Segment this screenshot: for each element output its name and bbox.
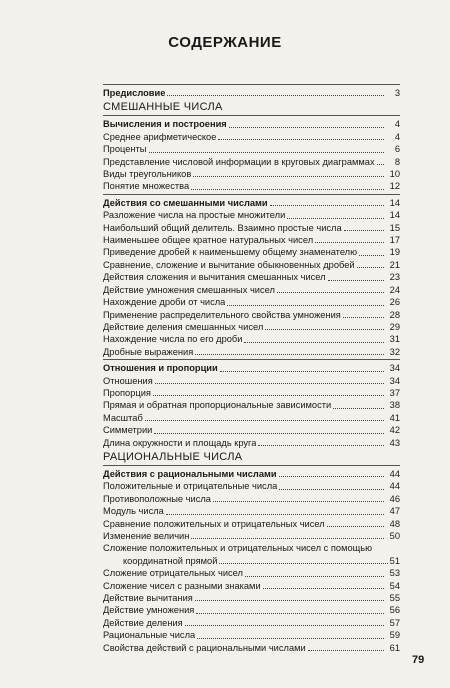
dot-leader — [229, 127, 384, 128]
dot-leader — [153, 395, 384, 396]
toc-entry[interactable] — [103, 296, 400, 308]
dot-leader — [308, 650, 384, 651]
toc-entry-page: 15 — [389, 222, 400, 233]
toc-entry-label: Понятие множества — [103, 181, 190, 192]
toc-entry-page: 19 — [389, 247, 400, 258]
toc-entry[interactable] — [103, 424, 400, 436]
dot-leader — [218, 139, 384, 140]
toc-group — [103, 194, 400, 358]
section-heading: СМЕШАННЫЕ ЧИСЛА — [103, 101, 223, 114]
toc-entry-page: 44 — [389, 468, 400, 479]
toc-entry-page: 53 — [389, 568, 400, 579]
toc-entry-label: Действие умножения смешанных чисел — [103, 284, 275, 295]
dot-leader — [287, 218, 384, 219]
toc-entry-page: 59 — [389, 630, 400, 641]
toc-entry-page: 47 — [389, 506, 400, 517]
toc-entry[interactable] — [103, 592, 400, 604]
toc-entry-page: 43 — [389, 437, 400, 448]
toc-entry-page: 34 — [389, 375, 400, 386]
toc-entry-page: 55 — [389, 593, 400, 604]
toc-entry-line2 — [103, 555, 400, 567]
toc-entry-page: 6 — [394, 144, 400, 155]
toc-entry-page: 42 — [389, 425, 400, 436]
toc-entry-label: Сложение отрицательных чисел — [103, 568, 243, 579]
toc-entry-page: 14 — [389, 210, 400, 221]
dot-leader — [145, 420, 384, 421]
toc-entry[interactable] — [103, 399, 400, 411]
toc-entry-page: 34 — [389, 363, 400, 374]
toc-entry-label: Действие умножения — [103, 605, 195, 616]
toc-entry-label: Модуль числа — [103, 506, 164, 517]
dot-leader — [167, 95, 384, 96]
toc-entry-page: 44 — [389, 481, 400, 492]
toc-entry-label: Положительные и отрицательные числа — [103, 481, 278, 492]
dot-leader — [344, 230, 384, 231]
toc-entry-label: Наибольший общий делитель. Взаимно простые числа — [103, 222, 342, 233]
toc-entry[interactable] — [103, 617, 400, 629]
dot-leader — [277, 292, 384, 293]
toc-entry-label: Дробные выражения — [103, 346, 194, 357]
toc-entry-page: 37 — [389, 387, 400, 398]
dot-leader — [195, 354, 384, 355]
toc-entry[interactable] — [103, 156, 400, 168]
toc-entry-label: Наименьшее общее кратное натуральных чисел — [103, 235, 314, 246]
toc-entry-label: Пропорция — [103, 387, 151, 398]
toc-entry-label-line2: координатной прямой — [123, 555, 218, 566]
dot-leader — [359, 255, 384, 256]
toc-group-title[interactable] — [103, 362, 400, 374]
toc-entry-label: Нахождение числа по его дроби — [103, 334, 243, 345]
toc-entry-page: 10 — [389, 169, 400, 180]
dot-leader — [244, 342, 384, 343]
toc-entry-label: Прямая и обратная пропорциональные зависимости — [103, 400, 332, 411]
toc-entry-page: 41 — [389, 412, 400, 423]
toc-group — [103, 359, 400, 449]
toc-entry-label: Изменение величин — [103, 531, 190, 541]
dot-leader — [328, 280, 384, 281]
toc-entry[interactable] — [103, 246, 400, 258]
toc-entry-page: 23 — [389, 272, 400, 283]
toc-entry-label: Приведение дробей к наименьшему общему знаменателю — [103, 247, 358, 258]
dot-leader — [155, 383, 384, 384]
toc-entry[interactable] — [103, 518, 400, 530]
toc-entry[interactable] — [103, 168, 400, 180]
dot-leader — [327, 526, 384, 527]
toc-entry-label: Действие вычитания — [103, 593, 193, 604]
toc-entry[interactable] — [103, 271, 400, 283]
toc-entry[interactable] — [103, 321, 400, 333]
toc-entry-label: Вычисления и построения — [103, 119, 227, 130]
toc-entry[interactable] — [103, 480, 400, 492]
table-of-contents — [103, 84, 400, 655]
toc-entry-page: 21 — [389, 259, 400, 270]
toc-entry-label: Нахождение дроби от числа — [103, 297, 226, 308]
dot-leader — [196, 613, 384, 614]
dot-leader — [191, 189, 384, 190]
dot-leader — [166, 514, 384, 515]
toc-entry-label: Отношения — [103, 375, 153, 386]
toc-entry-label: Виды треугольников — [103, 169, 192, 180]
toc-entry-label: Рациональные числа — [103, 630, 196, 641]
toc-entry[interactable] — [103, 222, 400, 234]
toc-entry-page: 32 — [389, 346, 400, 357]
toc-entry-page: 3 — [394, 88, 400, 98]
toc-entry-page: 28 — [389, 309, 400, 320]
toc-entry[interactable] — [103, 530, 400, 542]
toc-entry-label: Сравнение положительных и отрицательных чисел — [103, 518, 325, 529]
dot-leader — [357, 267, 384, 268]
toc-entry[interactable] — [103, 629, 400, 641]
dot-leader — [213, 501, 384, 502]
toc-entry-page: 54 — [389, 580, 400, 591]
toc-entry-page: 17 — [389, 235, 400, 246]
toc-entry[interactable] — [103, 346, 400, 358]
dot-leader — [333, 408, 384, 409]
toc-group-title[interactable] — [103, 468, 400, 480]
page-number: 79 — [412, 654, 425, 666]
toc-entry-page: 24 — [389, 284, 400, 295]
toc-entry-label: Сравнение, сложение и вычитание обыкновенных дробей — [103, 259, 355, 270]
toc-entry[interactable] — [103, 259, 400, 271]
dot-leader — [195, 600, 384, 601]
dot-leader — [258, 445, 384, 446]
toc-entry-label: Действия со смешанными числами — [103, 197, 268, 208]
toc-entry[interactable] — [103, 209, 400, 221]
toc-entry[interactable] — [103, 180, 400, 192]
toc-group-title[interactable] — [103, 197, 400, 209]
toc-entry-label: Сложение чисел с разными знаками — [103, 580, 261, 591]
toc-entry-page: 61 — [389, 642, 400, 653]
toc-entry-label: Длина окружности и площадь круга — [103, 437, 257, 448]
toc-group-title[interactable] — [103, 118, 400, 130]
dot-leader — [193, 176, 384, 177]
dot-leader — [185, 625, 384, 626]
dot-leader — [263, 588, 384, 589]
toc-entry-page: 51 — [389, 555, 400, 566]
dot-leader — [245, 576, 384, 577]
dot-leader — [279, 476, 384, 477]
toc-entry-page: 50 — [389, 531, 400, 541]
dot-leader — [377, 164, 384, 165]
toc-entry[interactable] — [103, 131, 400, 143]
dot-leader — [149, 152, 385, 153]
toc-entry-page: 4 — [394, 119, 400, 130]
page-title: СОДЕРЖАНИЕ — [168, 34, 282, 51]
toc-entry-label: Среднее арифметическое — [103, 131, 217, 142]
toc-entry-preface[interactable] — [103, 87, 400, 99]
toc-entry-page: 14 — [389, 197, 400, 208]
toc-entry-label: Действие деления смешанных чисел — [103, 321, 264, 332]
toc-entry[interactable] — [103, 387, 400, 399]
toc-entry-label-line1: Сложение положительных и отрицательных чисел с помощью — [103, 543, 373, 554]
toc-entry[interactable] — [103, 437, 400, 449]
dot-leader — [227, 305, 384, 306]
section-heading: РАЦИОНАЛЬНЫЕ ЧИСЛА — [103, 450, 243, 463]
toc-entry-page: 57 — [389, 617, 400, 628]
toc-entry-label: Применение распределительного свойства умножения — [103, 309, 341, 320]
toc-entry-page: 38 — [389, 400, 400, 411]
toc-entry[interactable] — [103, 505, 400, 517]
toc-entry-page: 31 — [389, 334, 400, 345]
dot-leader — [191, 538, 384, 539]
dot-leader — [279, 489, 384, 490]
toc-entry[interactable] — [103, 493, 400, 505]
toc-entry-page: 56 — [389, 605, 400, 616]
dot-leader — [219, 563, 387, 564]
toc-entry-page: 12 — [389, 181, 400, 192]
toc-entry-page: 8 — [394, 156, 400, 167]
toc-entry-label: Разложение числа на простые множители — [103, 210, 286, 221]
toc-entry-label: Действия с рациональными числами — [103, 468, 277, 479]
toc-entry-label: Действия сложения и вычитания смешанных чисел — [103, 272, 326, 283]
dot-leader — [197, 638, 384, 639]
toc-entry-page: 48 — [389, 518, 400, 529]
preface-block — [103, 84, 400, 99]
toc-entry-label: Предисловие — [103, 88, 166, 98]
toc-entry[interactable] — [103, 234, 400, 246]
toc-entry-multiline[interactable] — [103, 542, 400, 567]
toc-entry[interactable] — [103, 309, 400, 321]
toc-entry[interactable] — [103, 412, 400, 424]
toc-entry-page: 26 — [389, 297, 400, 308]
toc-entry-label: Симметрии — [103, 425, 153, 436]
toc-group — [103, 115, 400, 192]
toc-entry-label: Противоположные числа — [103, 493, 211, 504]
dot-leader — [220, 371, 384, 372]
toc-entry-label: Представление числовой информации в круговых диаграммах — [103, 156, 375, 167]
dot-leader — [343, 317, 384, 318]
toc-entry[interactable] — [103, 284, 400, 296]
toc-entry-label: Действие деления — [103, 617, 183, 628]
toc-entry-label: Масштаб — [103, 412, 143, 423]
toc-entry-page: 29 — [389, 321, 400, 332]
toc-entry-label: Проценты — [103, 144, 147, 155]
toc-entry-label: Свойства действий с рациональными числами — [103, 642, 306, 653]
dot-leader — [315, 242, 384, 243]
toc-entry[interactable] — [103, 333, 400, 345]
toc-entry-page: 4 — [394, 131, 400, 142]
toc-group — [103, 465, 400, 654]
toc-entry[interactable] — [103, 642, 400, 654]
dot-leader — [265, 329, 384, 330]
toc-entry[interactable] — [103, 567, 400, 579]
dot-leader — [270, 205, 384, 206]
toc-entry[interactable] — [103, 580, 400, 592]
toc-entry[interactable] — [103, 143, 400, 155]
toc-entry[interactable] — [103, 604, 400, 616]
dot-leader — [154, 433, 384, 434]
toc-entry[interactable] — [103, 375, 400, 387]
toc-entry-page: 46 — [389, 493, 400, 504]
toc-entry-label: Отношения и пропорции — [103, 363, 218, 374]
